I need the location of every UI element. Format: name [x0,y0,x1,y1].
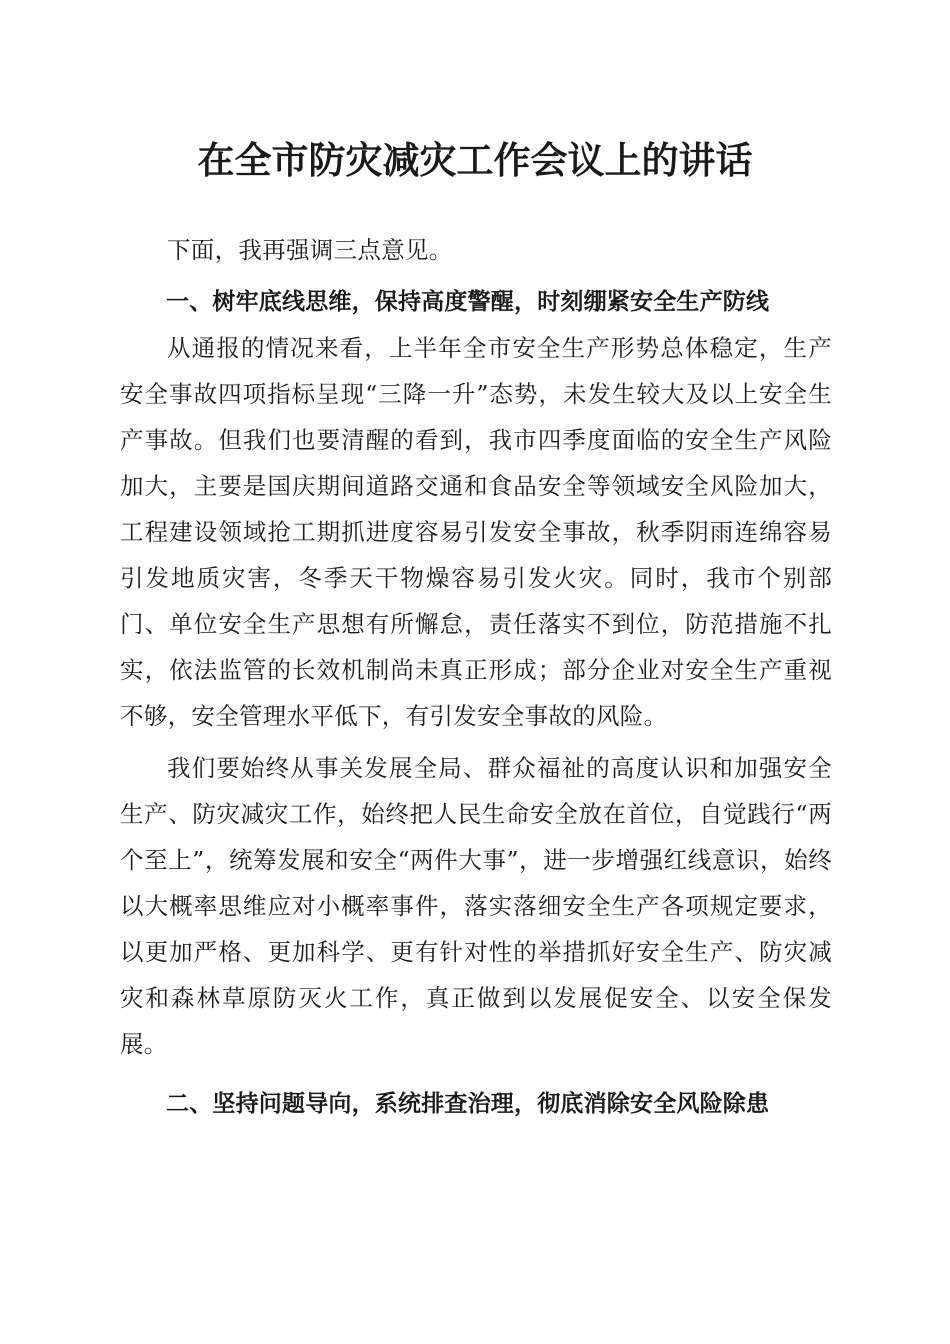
body-paragraph: 从通报的情况来看，上半年全市安全生产形势总体稳定，生产安全事故四项指标呈现“三降一升”态势，未发生较大及以上安全生产事故。但我们也要清醒的看到，我市四季度面临的安全生产风险加大，主要是国庆期间道路交通和食品安全等领域安全风险加大，工程建设领域抢工期抓进度容易引发安全事故，秋季阴雨连绵容易引发地质灾害，冬季天干物燥容易引发火灾。同时，我市个别部门、单位安全生产思想有所懈怠，责任落实不到位，防范措施不扎实，依法监管的长效机制尚未真正形成；部分企业对安全生产重视不够，安全管理水平低下，有引发安全事故的风险。 [120,334,832,730]
document-body [120,227,832,1127]
document-title: 在全市防灾减灾工作会议上的讲话 [197,138,753,182]
section-heading-2: 二、坚持问题导向，系统排查治理，彻底消除安全风险除患 [166,1091,770,1117]
body-paragraph: 我们要始终从事关发展全局、群众福祉的高度认识和加强安全生产、防灾减灾工作，始终把人民生命安全放在首位，自觉践行“两个至上”，统筹发展和安全“两件大事”，进一步增强红线意识，始终以大概率思维应对小概率事件，落实落细安全生产各项规定要求，以更加严格、更加科学、更有针对性的举措抓好安全生产、防灾减灾和森林草原防灭火工作，真正做到以发展促安全、以安全保发展。 [120,754,832,1058]
section-heading-1: 一、树牢底线思维，保持高度警醒，时刻绷紧安全生产防线 [166,289,770,315]
intro-paragraph: 下面，我再强调三点意见。 [167,236,453,264]
